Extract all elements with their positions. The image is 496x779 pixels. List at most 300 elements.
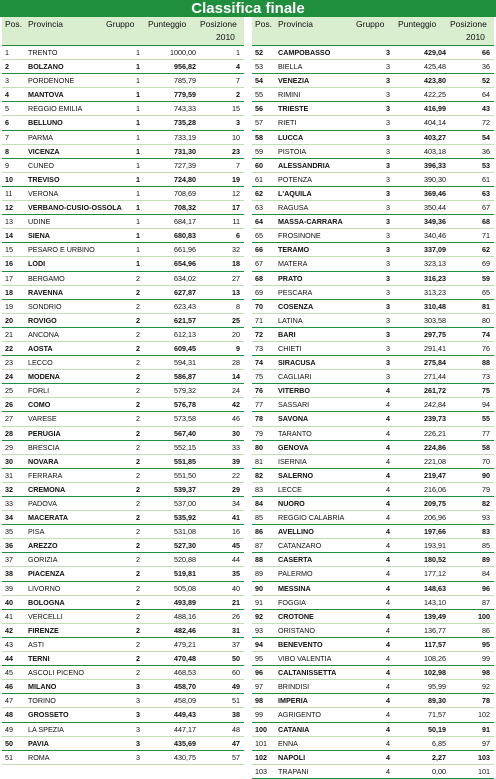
group-cell: 2 xyxy=(136,315,140,325)
score-cell: 369,46 xyxy=(424,188,446,198)
province-cell: BELLUNO xyxy=(28,118,63,128)
rank-cell: 40 xyxy=(5,597,13,607)
province-cell: AVELLINO xyxy=(278,527,314,537)
position-2010-cell: 62 xyxy=(482,245,490,255)
page-title: Classifica finale xyxy=(0,0,496,17)
rank-cell: 88 xyxy=(255,555,263,565)
score-cell: 684,17 xyxy=(174,217,196,227)
score-cell: 50,19 xyxy=(428,724,446,734)
group-cell: 2 xyxy=(136,527,140,537)
header-pos: Pos. xyxy=(5,19,23,29)
group-cell: 3 xyxy=(136,724,140,734)
position-2010-cell: 35 xyxy=(232,569,240,579)
rank-cell: 39 xyxy=(5,583,13,593)
province-cell: MACERATA xyxy=(28,513,69,523)
table-row xyxy=(252,215,494,229)
rank-cell: 32 xyxy=(5,484,13,494)
position-2010-cell: 87 xyxy=(482,597,490,607)
table-header xyxy=(2,17,244,46)
group-cell: 3 xyxy=(386,358,390,368)
score-cell: 95,99 xyxy=(428,682,446,692)
position-2010-cell: 9 xyxy=(236,343,240,353)
position-2010-cell: 14 xyxy=(232,372,240,382)
rank-cell: 73 xyxy=(255,343,263,353)
rank-cell: 79 xyxy=(255,428,263,438)
group-cell: 3 xyxy=(386,372,390,382)
table-row xyxy=(252,483,494,497)
rank-cell: 5 xyxy=(5,104,9,114)
table-row xyxy=(252,652,494,666)
score-cell: 404,14 xyxy=(424,118,446,128)
table-row xyxy=(252,102,494,116)
province-cell: MASSA-CARRARA xyxy=(278,217,343,227)
table-row xyxy=(2,131,244,145)
score-cell: 6,85 xyxy=(432,738,446,748)
rank-cell: 48 xyxy=(5,710,13,720)
score-cell: 567,40 xyxy=(174,428,196,438)
group-cell: 3 xyxy=(386,118,390,128)
score-cell: 340,46 xyxy=(424,231,446,241)
score-cell: 627,87 xyxy=(174,287,196,297)
table-row xyxy=(2,553,244,567)
rank-cell: 68 xyxy=(255,273,263,283)
score-cell: 470,48 xyxy=(174,654,196,664)
position-2010-cell: 16 xyxy=(232,527,240,537)
position-2010-cell: 51 xyxy=(232,696,240,706)
score-cell: 423,80 xyxy=(424,76,446,86)
rank-cell: 57 xyxy=(255,118,263,128)
province-cell: FOGGIA xyxy=(278,597,306,607)
province-cell: AREZZO xyxy=(28,541,58,551)
province-cell: ISERNIA xyxy=(278,456,307,466)
province-cell: LECCO xyxy=(28,358,53,368)
table-row xyxy=(2,539,244,553)
rank-cell: 72 xyxy=(255,329,263,339)
position-2010-cell: 28 xyxy=(232,358,240,368)
group-cell: 1 xyxy=(136,90,140,100)
table-row xyxy=(252,272,494,286)
province-cell: RIETI xyxy=(278,118,297,128)
province-cell: CAMPOBASSO xyxy=(278,48,331,57)
table-row xyxy=(2,582,244,596)
rank-cell: 43 xyxy=(5,639,13,649)
province-cell: TARANTO xyxy=(278,428,312,438)
group-cell: 3 xyxy=(386,301,390,311)
province-cell: REGGIO EMILIA xyxy=(28,104,83,114)
province-cell: BARI xyxy=(278,329,296,339)
province-cell: BRINDISI xyxy=(278,682,310,692)
score-cell: 634,02 xyxy=(174,273,196,283)
position-2010-cell: 58 xyxy=(482,442,490,452)
rank-cell: 59 xyxy=(255,146,263,156)
province-cell: RIMINI xyxy=(278,90,301,100)
group-cell: 2 xyxy=(136,400,140,410)
position-2010-cell: 27 xyxy=(232,273,240,283)
province-cell: PADOVA xyxy=(28,499,57,508)
score-cell: 458,70 xyxy=(174,682,196,692)
group-cell: 3 xyxy=(386,62,390,72)
table-row xyxy=(252,666,494,680)
province-cell: AGRIGENTO xyxy=(278,710,321,720)
province-cell: CASERTA xyxy=(278,555,313,565)
position-2010-cell: 70 xyxy=(482,456,490,466)
province-cell: TRAPANI xyxy=(278,766,309,776)
group-cell: 2 xyxy=(136,597,140,607)
score-cell: 197,66 xyxy=(424,527,446,537)
table-row xyxy=(2,272,244,286)
position-2010-cell: 81 xyxy=(482,301,490,311)
score-cell: 724,80 xyxy=(174,174,196,184)
group-cell: 4 xyxy=(386,527,390,537)
score-cell: 316,23 xyxy=(424,273,446,283)
rank-cell: 46 xyxy=(5,682,13,692)
score-cell: 479,21 xyxy=(174,639,196,649)
table-row xyxy=(252,187,494,201)
score-cell: 623,43 xyxy=(174,301,196,311)
group-cell: 1 xyxy=(136,203,140,213)
group-cell: 2 xyxy=(136,329,140,339)
group-cell: 1 xyxy=(136,48,140,57)
province-cell: VERBANO-CUSIO-OSSOLA xyxy=(28,203,122,213)
rank-cell: 4 xyxy=(5,90,9,100)
position-2010-cell: 23 xyxy=(232,146,240,156)
score-cell: 743,33 xyxy=(174,104,196,114)
rank-cell: 45 xyxy=(5,668,13,678)
score-cell: 323,13 xyxy=(424,259,446,269)
group-cell: 3 xyxy=(386,329,390,339)
group-cell: 4 xyxy=(386,654,390,664)
rank-cell: 16 xyxy=(5,259,13,269)
position-2010-cell: 48 xyxy=(232,724,240,734)
score-cell: 102,98 xyxy=(424,668,446,678)
province-cell: NUORO xyxy=(278,499,305,508)
position-2010-cell: 98 xyxy=(482,668,490,678)
group-cell: 4 xyxy=(386,682,390,692)
group-cell: 3 xyxy=(386,273,390,283)
group-cell: 2 xyxy=(136,555,140,565)
province-cell: VITERBO xyxy=(278,386,310,396)
table-row xyxy=(2,145,244,159)
position-2010-cell: 85 xyxy=(482,541,490,551)
table-row xyxy=(2,680,244,694)
position-2010-cell: 10 xyxy=(232,132,240,142)
province-cell: TERAMO xyxy=(278,245,310,255)
province-cell: BENEVENTO xyxy=(278,639,323,649)
score-cell: 654,96 xyxy=(174,259,196,269)
province-cell: SAVONA xyxy=(278,414,309,424)
rank-cell: 87 xyxy=(255,541,263,551)
group-cell: 4 xyxy=(386,766,390,776)
province-cell: MATERA xyxy=(278,259,308,269)
position-2010-cell: 45 xyxy=(232,541,240,551)
score-cell: 0,00 xyxy=(432,766,446,776)
rank-cell: 71 xyxy=(255,315,263,325)
score-cell: 586,87 xyxy=(174,372,196,382)
score-cell: 680,83 xyxy=(174,231,196,241)
rank-cell: 12 xyxy=(5,203,13,213)
score-cell: 537,00 xyxy=(174,499,196,508)
group-cell: 2 xyxy=(136,456,140,466)
table-row xyxy=(252,74,494,88)
position-2010-cell: 74 xyxy=(482,329,490,339)
position-2010-cell: 65 xyxy=(482,287,490,297)
group-cell: 4 xyxy=(386,470,390,480)
rank-cell: 54 xyxy=(255,76,263,86)
rank-cell: 76 xyxy=(255,386,263,396)
rank-cell: 60 xyxy=(255,160,263,170)
table-row xyxy=(2,384,244,398)
group-cell: 4 xyxy=(386,583,390,593)
position-2010-cell: 17 xyxy=(232,203,240,213)
score-cell: 221,08 xyxy=(424,456,446,466)
table-row xyxy=(2,596,244,610)
province-cell: AOSTA xyxy=(28,343,53,353)
rank-cell: 26 xyxy=(5,400,13,410)
group-cell: 4 xyxy=(386,414,390,424)
position-2010-cell: 12 xyxy=(232,188,240,198)
table-row xyxy=(2,638,244,652)
province-cell: SIRACUSA xyxy=(278,358,316,368)
table-row xyxy=(2,398,244,412)
position-2010-cell: 99 xyxy=(482,654,490,664)
group-cell: 3 xyxy=(386,245,390,255)
position-2010-cell: 75 xyxy=(482,386,490,396)
group-cell: 2 xyxy=(136,287,140,297)
header-anno: 2010 xyxy=(216,32,235,42)
position-2010-cell: 57 xyxy=(232,752,240,762)
group-cell: 3 xyxy=(386,104,390,114)
province-cell: PISTOIA xyxy=(278,146,307,156)
table-row xyxy=(2,610,244,624)
rank-cell: 99 xyxy=(255,710,263,720)
score-cell: 519,81 xyxy=(174,569,196,579)
province-cell: ASTI xyxy=(28,639,44,649)
province-cell: CUNEO xyxy=(28,160,54,170)
score-cell: 89,30 xyxy=(428,696,446,706)
table-row xyxy=(252,624,494,638)
table-row xyxy=(252,553,494,567)
rank-cell: 22 xyxy=(5,343,13,353)
rank-cell: 3 xyxy=(5,76,9,86)
rank-cell: 25 xyxy=(5,386,13,396)
rank-cell: 8 xyxy=(5,146,9,156)
group-cell: 3 xyxy=(386,287,390,297)
table-row xyxy=(252,201,494,215)
group-cell: 2 xyxy=(136,386,140,396)
score-cell: 612,13 xyxy=(174,329,196,339)
rank-cell: 81 xyxy=(255,456,263,466)
table-row xyxy=(252,46,494,60)
group-cell: 2 xyxy=(136,513,140,523)
score-cell: 143,10 xyxy=(424,597,446,607)
table-row xyxy=(252,286,494,300)
position-2010-cell: 13 xyxy=(232,287,240,297)
position-2010-cell: 92 xyxy=(482,682,490,692)
rank-cell: 83 xyxy=(255,484,263,494)
group-cell: 2 xyxy=(136,583,140,593)
rank-cell: 69 xyxy=(255,287,263,297)
province-cell: VARESE xyxy=(28,414,57,424)
score-cell: 313,23 xyxy=(424,287,446,297)
score-cell: 310,48 xyxy=(424,301,446,311)
position-2010-cell: 24 xyxy=(232,386,240,396)
group-cell: 2 xyxy=(136,442,140,452)
position-2010-cell: 89 xyxy=(482,555,490,565)
province-cell: CATANZARO xyxy=(278,541,322,551)
group-cell: 4 xyxy=(386,639,390,649)
table-row xyxy=(252,525,494,539)
table-row xyxy=(252,131,494,145)
rank-cell: 18 xyxy=(5,287,13,297)
score-cell: 430,75 xyxy=(174,752,196,762)
table-row xyxy=(252,356,494,370)
header-pos: Pos. xyxy=(255,19,273,29)
group-cell: 4 xyxy=(386,442,390,452)
table-row xyxy=(2,187,244,201)
position-2010-cell: 50 xyxy=(232,654,240,664)
position-2010-cell: 38 xyxy=(232,710,240,720)
rank-cell: 78 xyxy=(255,414,263,424)
province-cell: SONDRIO xyxy=(28,301,62,311)
position-2010-cell: 26 xyxy=(232,611,240,621)
position-2010-cell: 86 xyxy=(482,625,490,635)
rank-cell: 90 xyxy=(255,583,263,593)
province-cell: TRIESTE xyxy=(278,104,309,114)
position-2010-cell: 52 xyxy=(482,76,490,86)
score-cell: 661,96 xyxy=(174,245,196,255)
score-cell: 261,72 xyxy=(424,386,446,396)
table-row xyxy=(252,159,494,173)
group-cell: 3 xyxy=(386,259,390,269)
province-cell: FROSINONE xyxy=(278,231,321,241)
score-cell: 422,25 xyxy=(424,90,446,100)
position-2010-cell: 43 xyxy=(482,104,490,114)
table-row xyxy=(2,455,244,469)
group-cell: 3 xyxy=(386,48,390,57)
score-cell: 425,48 xyxy=(424,62,446,72)
group-cell: 1 xyxy=(136,231,140,241)
rank-cell: 14 xyxy=(5,231,13,241)
province-cell: POTENZA xyxy=(278,174,312,184)
table-row xyxy=(2,737,244,751)
group-cell: 3 xyxy=(386,76,390,86)
score-cell: 180,52 xyxy=(424,555,446,565)
group-cell: 2 xyxy=(136,625,140,635)
score-cell: 505,08 xyxy=(174,583,196,593)
score-cell: 531,08 xyxy=(174,527,196,537)
group-cell: 4 xyxy=(386,710,390,720)
rows-right xyxy=(252,46,494,779)
score-cell: 621,57 xyxy=(174,315,196,325)
group-cell: 4 xyxy=(386,541,390,551)
score-cell: 303,58 xyxy=(424,315,446,325)
position-2010-cell: 19 xyxy=(232,174,240,184)
score-cell: 733,19 xyxy=(174,132,196,142)
rank-cell: 62 xyxy=(255,188,263,198)
rank-cell: 95 xyxy=(255,654,263,664)
position-2010-cell: 46 xyxy=(232,414,240,424)
province-cell: BERGAMO xyxy=(28,273,65,283)
position-2010-cell: 25 xyxy=(232,315,240,325)
header-posizione: Posizione xyxy=(200,19,237,29)
score-cell: 117,57 xyxy=(424,639,446,649)
score-cell: 349,36 xyxy=(424,217,446,227)
table-row xyxy=(252,370,494,384)
province-cell: TREVISO xyxy=(28,174,60,184)
rank-cell: 75 xyxy=(255,372,263,382)
group-cell: 1 xyxy=(136,188,140,198)
group-cell: 4 xyxy=(386,569,390,579)
table-row xyxy=(2,314,244,328)
position-2010-cell: 97 xyxy=(482,738,490,748)
rows-left xyxy=(2,46,244,765)
position-2010-cell: 32 xyxy=(232,245,240,255)
table-row xyxy=(2,356,244,370)
group-cell: 1 xyxy=(136,104,140,114)
position-2010-cell: 7 xyxy=(236,76,240,86)
table-row xyxy=(252,145,494,159)
province-cell: RAGUSA xyxy=(278,203,309,213)
group-cell: 3 xyxy=(386,188,390,198)
group-cell: 4 xyxy=(386,611,390,621)
province-cell: PESCARA xyxy=(278,287,313,297)
table-row xyxy=(2,300,244,314)
province-cell: PORDENONE xyxy=(28,76,75,86)
group-cell: 1 xyxy=(136,174,140,184)
score-cell: 551,50 xyxy=(174,470,196,480)
group-cell: 4 xyxy=(386,456,390,466)
position-2010-cell: 42 xyxy=(232,400,240,410)
group-cell: 2 xyxy=(136,484,140,494)
group-cell: 2 xyxy=(136,428,140,438)
header-provincia: Provincia xyxy=(28,19,63,29)
position-2010-cell: 95 xyxy=(482,639,490,649)
group-cell: 2 xyxy=(136,343,140,353)
position-2010-cell: 2 xyxy=(236,90,240,100)
score-cell: 735,28 xyxy=(174,118,196,128)
table-row xyxy=(252,257,494,271)
score-cell: 337,09 xyxy=(424,245,446,255)
province-cell: VENEZIA xyxy=(278,76,310,86)
score-cell: 576,78 xyxy=(174,400,196,410)
score-cell: 488,16 xyxy=(174,611,196,621)
table-row xyxy=(2,201,244,215)
position-2010-cell: 3 xyxy=(236,118,240,128)
rank-cell: 10 xyxy=(5,174,13,184)
group-cell: 2 xyxy=(136,668,140,678)
group-cell: 4 xyxy=(386,668,390,678)
score-cell: 708,69 xyxy=(174,188,196,198)
rank-cell: 50 xyxy=(5,738,13,748)
position-2010-cell: 69 xyxy=(482,259,490,269)
group-cell: 3 xyxy=(386,231,390,241)
group-cell: 2 xyxy=(136,541,140,551)
rank-cell: 53 xyxy=(255,62,263,72)
position-2010-cell: 11 xyxy=(232,217,240,227)
position-2010-cell: 40 xyxy=(232,583,240,593)
group-cell: 2 xyxy=(136,639,140,649)
table-row xyxy=(252,694,494,708)
rank-cell: 58 xyxy=(255,132,263,142)
position-2010-cell: 79 xyxy=(482,484,490,494)
rank-cell: 24 xyxy=(5,372,13,382)
score-cell: 71,57 xyxy=(428,710,446,720)
province-cell: MANTOVA xyxy=(28,90,64,100)
score-cell: 108,26 xyxy=(424,654,446,664)
position-2010-cell: 4 xyxy=(236,62,240,72)
group-cell: 4 xyxy=(386,597,390,607)
score-cell: 297,75 xyxy=(424,329,446,339)
